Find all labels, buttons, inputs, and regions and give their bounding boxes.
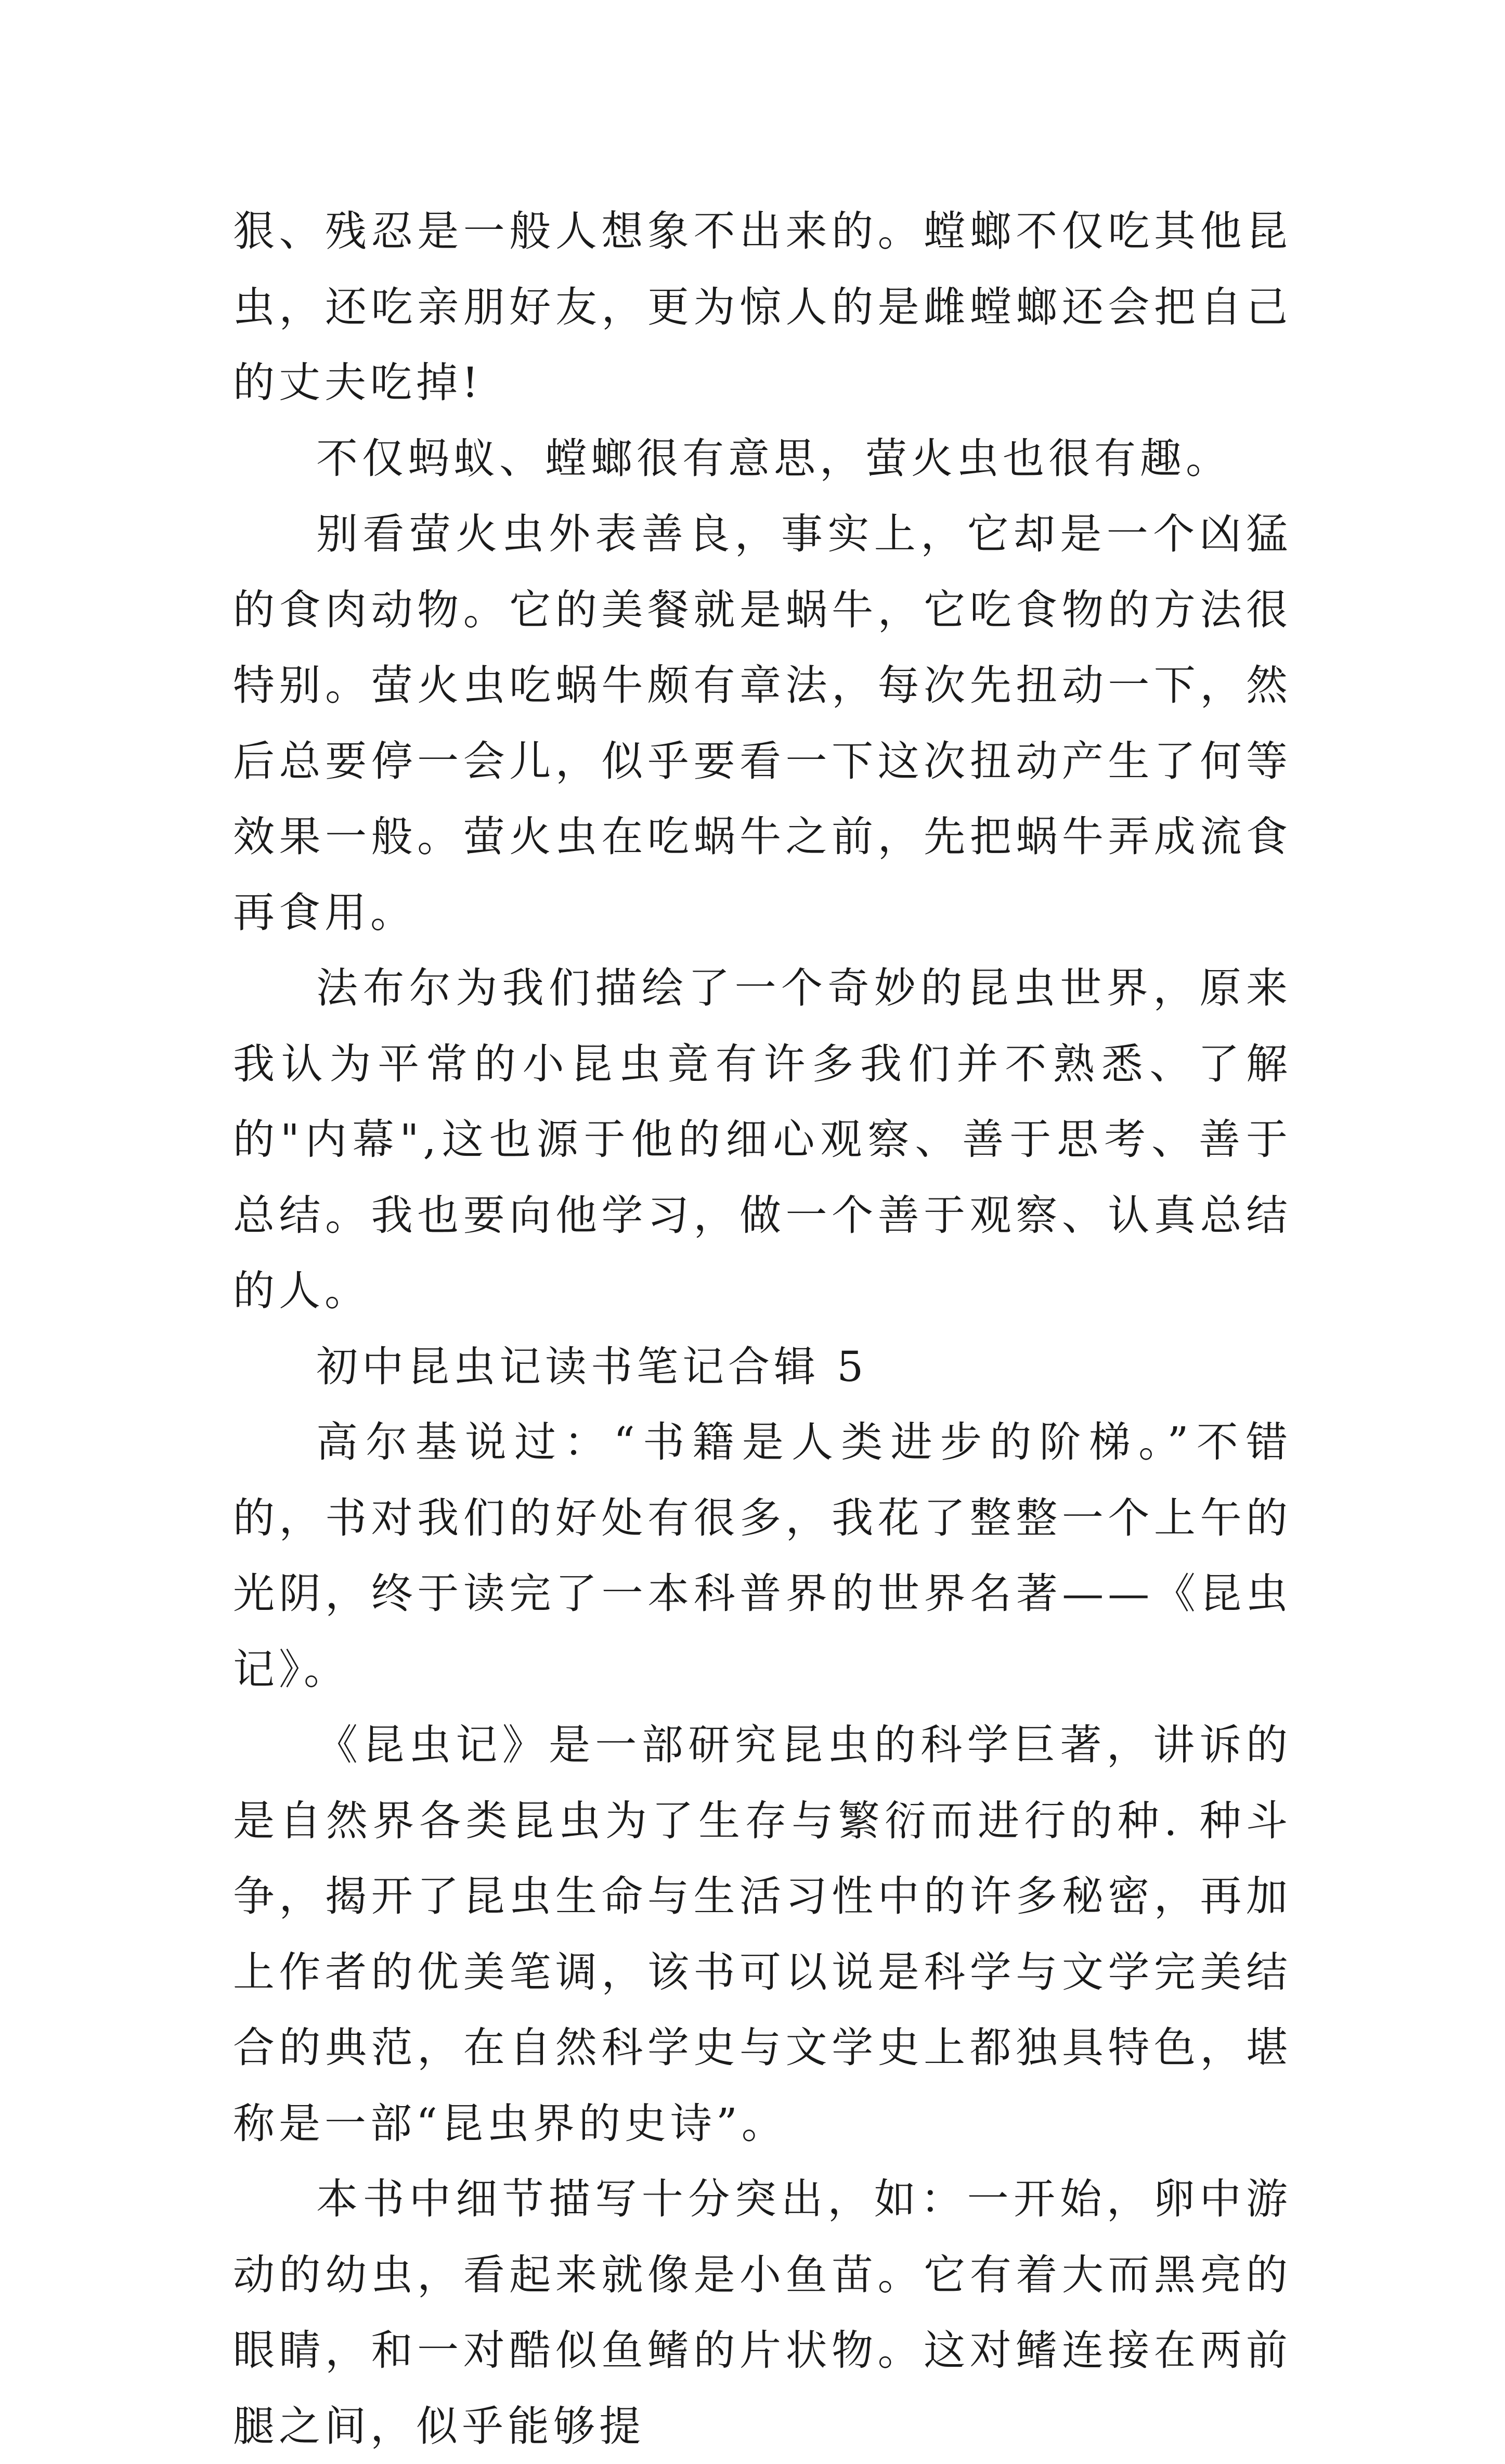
paragraph-1: 狠、残忍是一般人想象不出来的。螳螂不仅吃其他昆虫，还吃亲朋好友，更为惊人的是雌螳螂还会把自己的丈夫吃掉!: [233, 207, 1292, 407]
paragraph-7: 本书中细节描写十分突出，如：一开始，卵中游动的幼虫，看起来就像是小鱼苗。它有着大而黑亮的眼睛，和一对酷似鱼鳍的片状物。这对鳍连接在两前腿之间，似乎能够提: [233, 2175, 1292, 2450]
paragraph-4: 法布尔为我们描绘了一个奇妙的昆虫世界，原来我认为平常的小昆虫竟有许多我们并不熟悉、了解的"内幕",这也源于他的细心观察、善于思考、善于总结。我也要向他学习，做一个善于观察、认真总结的人。: [233, 964, 1292, 1315]
paragraph-2: 不仅蚂蚁、螳螂很有意思，萤火虫也很有趣。: [316, 434, 1231, 483]
paragraph-3: 别看萤火虫外表善良，事实上，它却是一个凶猛的食肉动物。它的美餐就是蜗牛，它吃食物的方法很特别。萤火虫吃蜗牛颇有章法，每次先扭动一下，然后总要停一会儿，似乎要看一下这次扭动产生了何等效果一般。萤火虫在吃蜗牛之前，先把蜗牛弄成流食再食用。: [233, 510, 1292, 937]
document-body: [233, 193, 1292, 2464]
paragraph-5: 高尔基说过：“书籍是人类进步的阶梯。”不错的，书对我们的好处有很多，我花了整整一个上午的光阴，终于读完了一本科普界的世界名著——《昆虫记》。: [233, 1418, 1292, 1694]
paragraph-6: 《昆虫记》是一部研究昆虫的科学巨著，讲诉的是自然界各类昆虫为了生存与繁衍而进行的种. 种斗争，揭开了昆虫生命与生活习性中的许多秘密，再加上作者的优美笔调，该书可以说是科学与文学完美结合的典范，在自然科学史与文学史上都独具特色，堪称是一部“昆虫界的史诗”。: [233, 1721, 1292, 2148]
section-heading: 初中昆虫记读书笔记合辑 5: [316, 1342, 868, 1391]
